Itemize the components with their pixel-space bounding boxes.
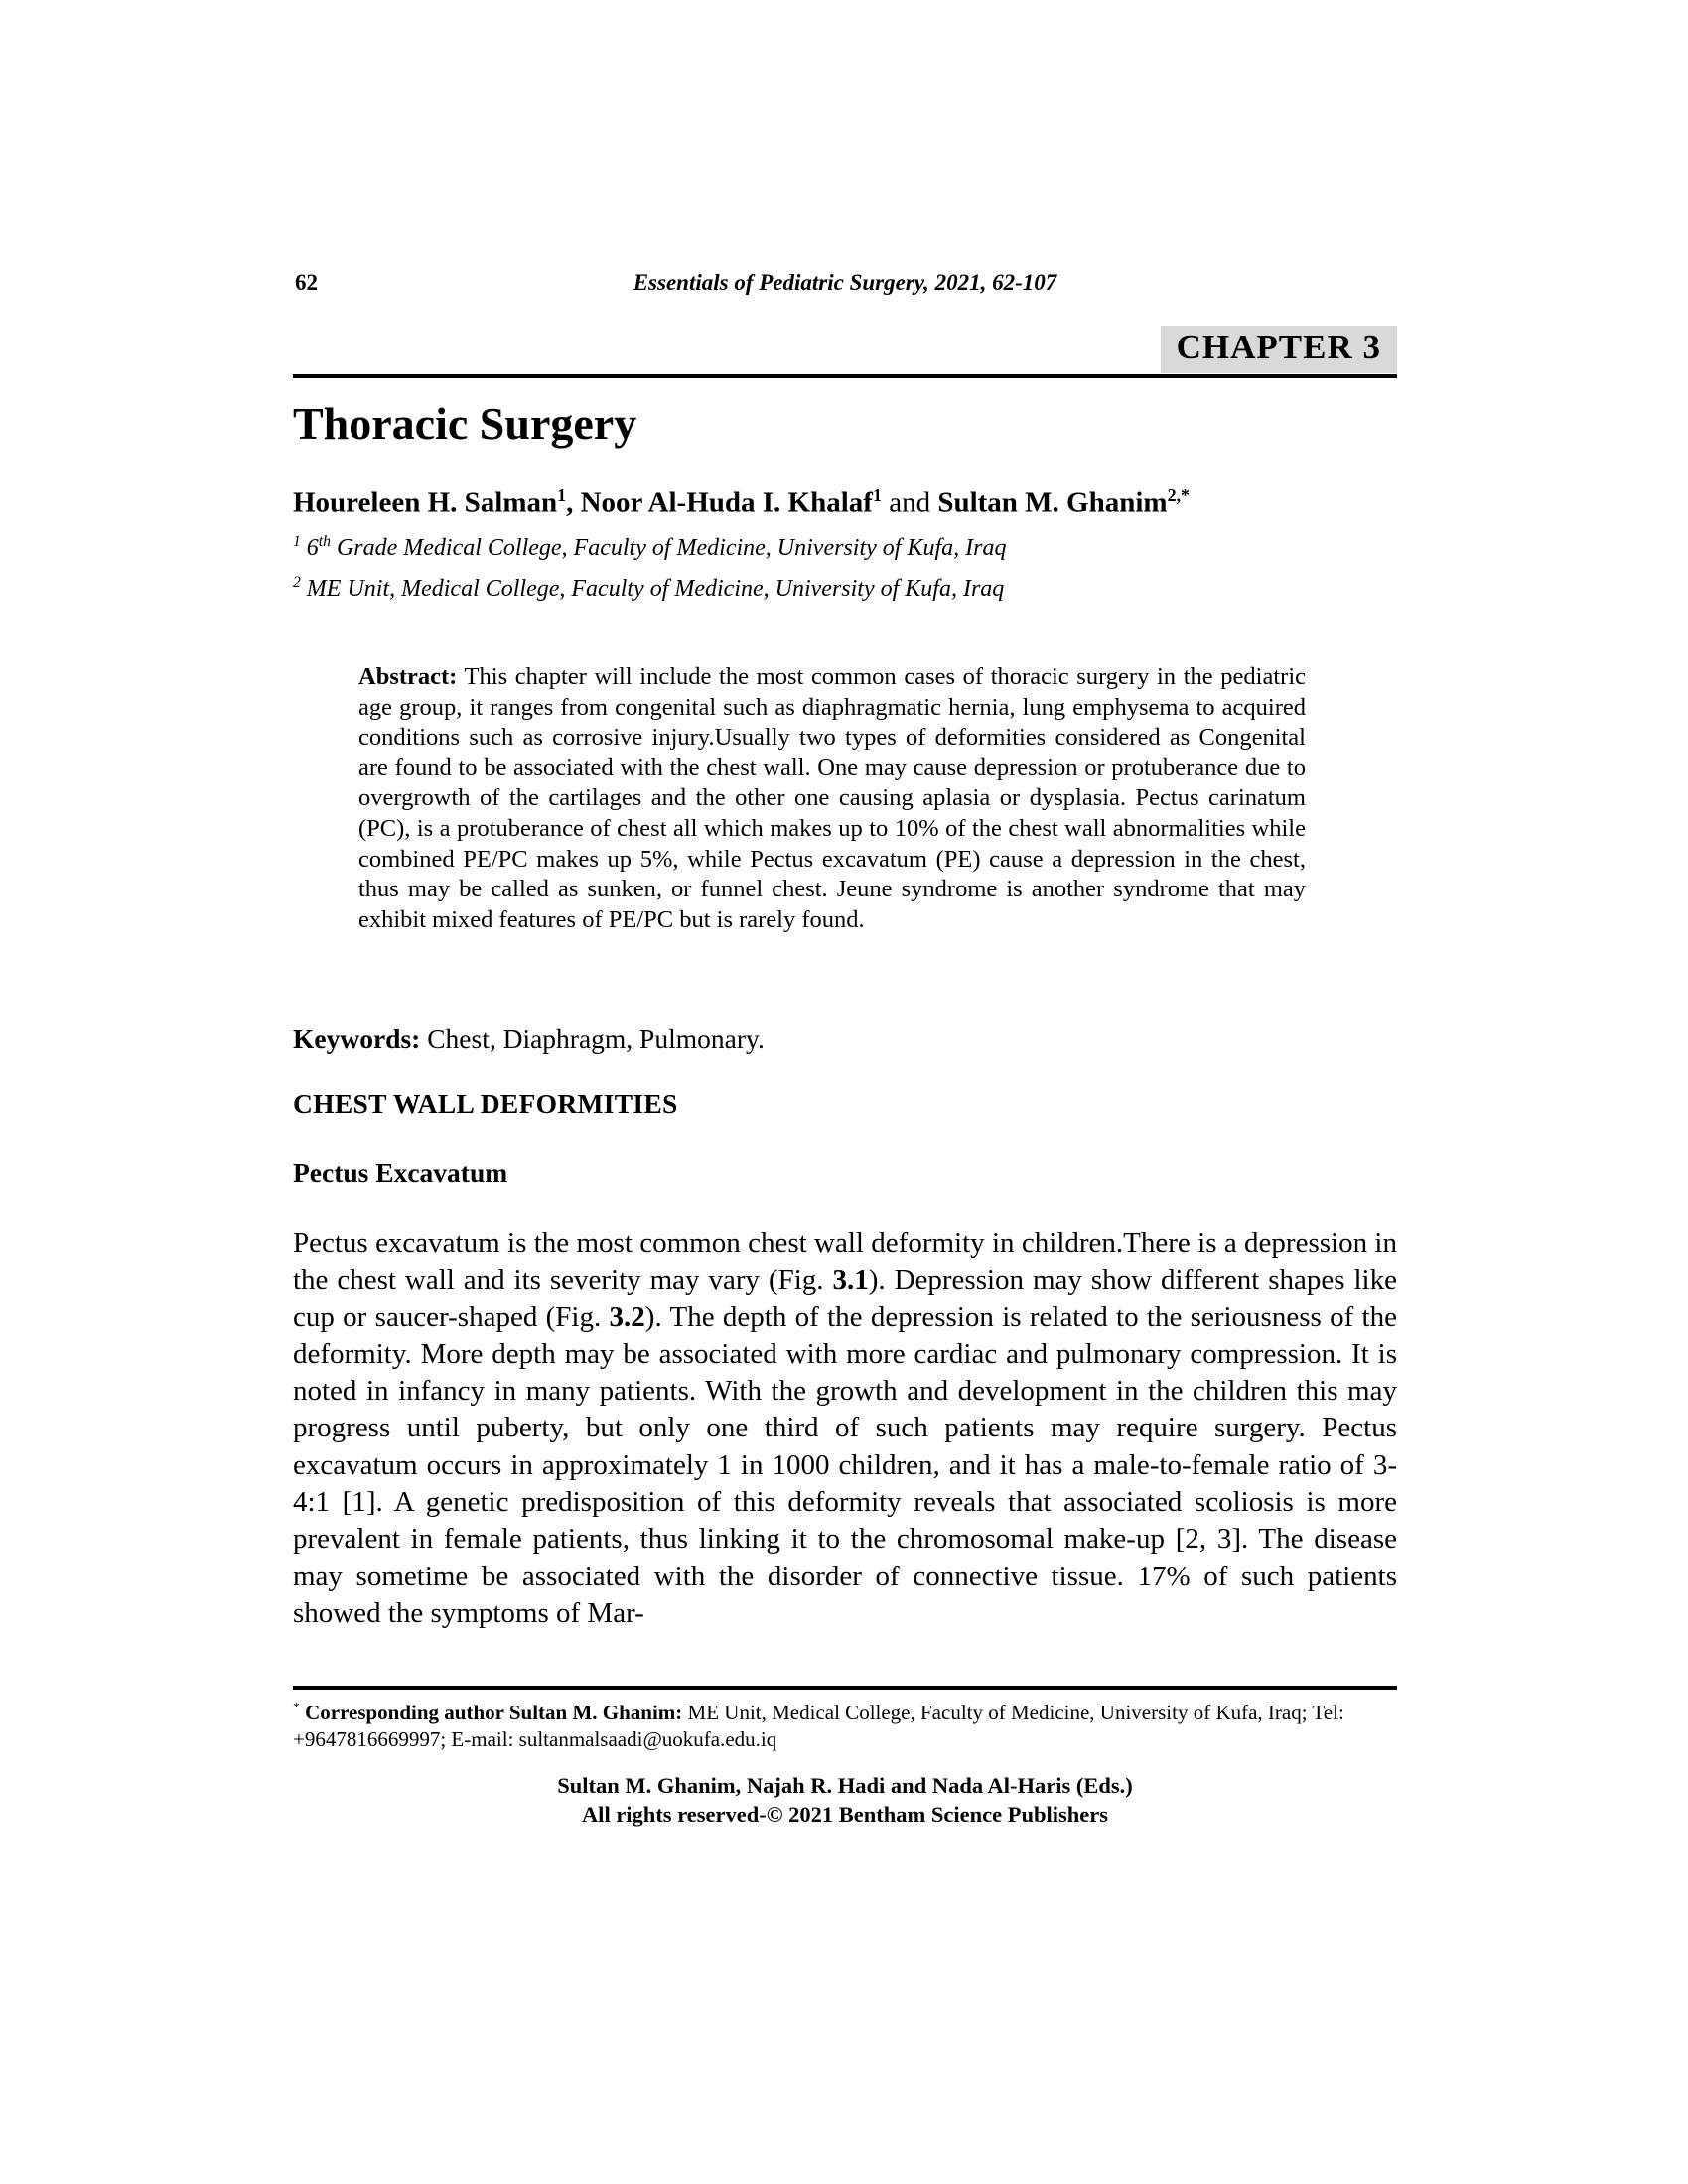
subsection-heading-pectus-excavatum: Pectus Excavatum (293, 1158, 508, 1188)
body-paragraph (293, 1225, 1397, 1632)
rights-line: All rights reserved-© 2021 Bentham Science Publishers (581, 1801, 1109, 1827)
author-conjunction: and (881, 486, 938, 519)
author-1-affiliation-marker: 1 (557, 485, 567, 505)
authors-line (293, 485, 1190, 520)
section-heading-chest-wall-deformities: CHEST WALL DEFORMITIES (293, 1088, 678, 1119)
abstract-block (358, 662, 1306, 935)
affiliation-2-text: ME Unit, Medical College, Faculty of Medicine, University of Kufa, Iraq (300, 576, 1005, 602)
keywords-line (293, 1024, 765, 1055)
affiliation-1-ordinal: th (318, 533, 331, 550)
page-content-column (293, 0, 1397, 2184)
footnote-label: Corresponding author Sultan M. Ghanim: (299, 1701, 683, 1724)
author-3-affiliation-marker: 2,* (1167, 485, 1191, 505)
affiliation-2 (293, 574, 1004, 603)
affiliation-1-grade-number: 6 (306, 535, 319, 561)
body-text-2: ). Depression may show different shapes like cup or saucer-shaped (Fig. (293, 1264, 1397, 1333)
chapter-badge: CHAPTER 3 (1161, 326, 1397, 373)
body-text-3: ). The depth of the depression is related to the seriousness of the deformity. More depth may be associated with more cardiac and pulmonary compression. It is noted in infancy in many patients. With the growth and development in the children this may progress until puberty, but only one third of such patients may require surgery. Pectus excavatum occurs in approximately 1 in 1000 children, and it has a male-to-female ratio of 3-4:1 [1]. A genetic predisposition of this deformity reveals that associated scoliosis is more prevalent in female patients, thus linking it to the chromosomal make-up [2, 3]. The disease may sometime be associated with the disorder of connective tissue. 17% of such patients showed the symptoms of Mar- (293, 1300, 1397, 1629)
author-separator: , (566, 486, 581, 519)
editors-line: Sultan M. Ghanim, Najah R. Hadi and Nada Al-Haris (Eds.) (557, 1773, 1133, 1798)
footnote-rule (293, 1686, 1397, 1690)
abstract-text: This chapter will include the most common cases of thoracic surgery in the pediatric age group, it ranges from congenital such as diaphragmatic hernia, lung emphysema to acquired conditions such as corrosive injury.Usually two types of deformities considered as Congenital are found to be associated with the chest wall. One may cause depression or protuberance due to overgrowth of the cartilages and the other one causing aplasia or dysplasia. Pectus carinatum (PC), is a protuberance of chest all which makes up to 10% of the chest wall abnormalities while combined PE/PC makes up 5%, while Pectus excavatum (PE) cause a depression in the chest, thus may be called as sunken, or funnel chest. Jeune syndrome is another syndrome that may exhibit mixed features of PE/PC but is rarely found. (358, 663, 1306, 933)
author-2-affiliation-marker: 1 (872, 485, 882, 505)
abstract-label: Abstract: (358, 663, 458, 690)
running-head-row (293, 270, 1397, 296)
publisher-block (293, 1772, 1397, 1829)
chapter-title: Thoracic Surgery (293, 398, 637, 449)
keywords-label: Keywords: (293, 1024, 421, 1054)
body-text-1: Pectus excavatum is the most common chest wall deformity in children.There is a depression in the chest wall and its severity may vary (Fig. (293, 1227, 1397, 1297)
footnote-asterisk-marker: * (293, 1700, 300, 1714)
footnote-text: ME Unit, Medical College, Faculty of Medicine, University of Kufa, Iraq; Tel: +9647816669997; E-mail: sultanmalsaadi@uokufa.edu.iq (293, 1701, 1344, 1751)
running-head-title: Essentials of Pediatric Surgery, 2021, 62-107 (633, 270, 1057, 295)
figure-reference-3-2: 3.2 (609, 1300, 645, 1333)
corresponding-author-footnote (293, 1695, 1419, 1752)
author-1-name: Houreleen H. Salman (293, 486, 558, 519)
author-2-name: Noor Al-Huda I. Khalaf (580, 486, 873, 519)
header-rule (293, 374, 1397, 378)
affiliation-1 (293, 533, 1006, 562)
affiliation-2-marker: 2 (293, 574, 301, 591)
affiliation-1-marker: 1 (293, 533, 301, 550)
author-3-name: Sultan M. Ghanim (937, 486, 1168, 519)
figure-reference-3-1: 3.1 (832, 1264, 869, 1297)
page-number: 62 (295, 270, 318, 295)
keywords-text: Chest, Diaphragm, Pulmonary. (420, 1024, 765, 1054)
affiliation-1-text: Grade Medical College, Faculty of Medicine, University of Kufa, Iraq (330, 535, 1007, 561)
